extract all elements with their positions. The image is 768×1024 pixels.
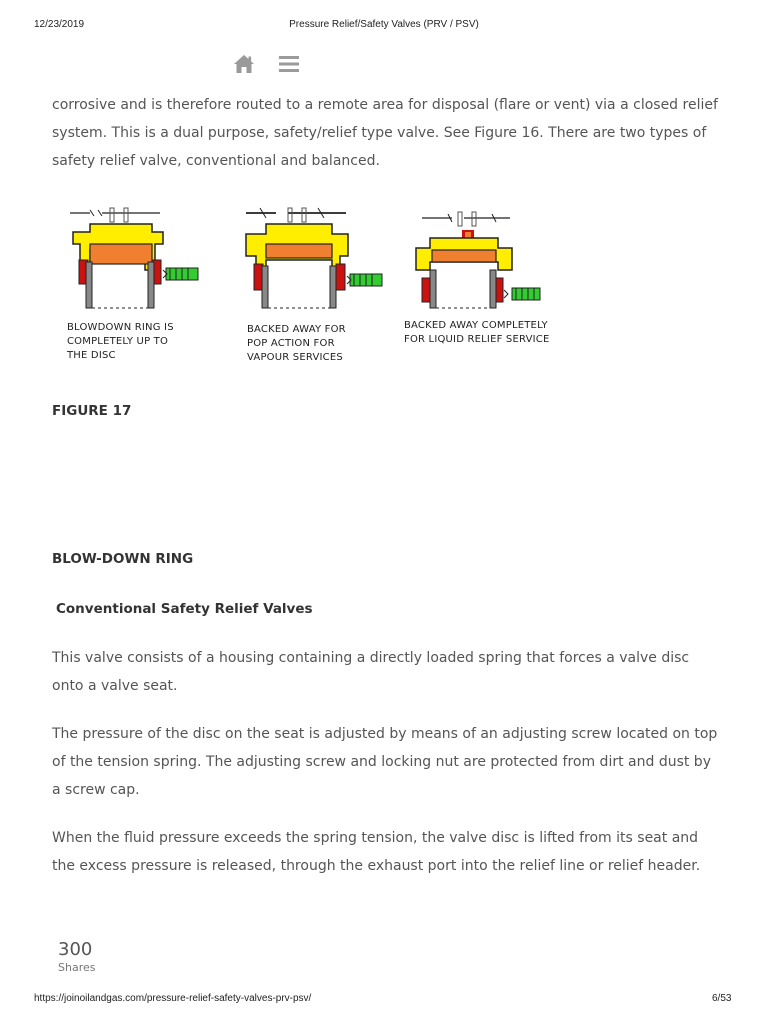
home-icon[interactable] [233, 54, 255, 74]
body-paragraph: This valve consists of a housing containing a directly loaded spring that forces a valve disc onto a valve seat. [52, 650, 690, 694]
print-date: 12/23/2019 [34, 19, 85, 30]
valve-diagram-pop-action [246, 208, 382, 308]
section-heading: BLOW-DOWN RING [52, 551, 194, 567]
valve-diagram-ring-up [70, 208, 198, 308]
share-counter[interactable] [58, 939, 118, 975]
figure-17-image [60, 204, 580, 314]
hamburger-menu-icon[interactable] [279, 55, 299, 73]
subheading: Conventional Safety Relief Valves [56, 601, 313, 617]
intro-paragraph: corrosive and is therefore routed to a remote area for disposal (flare or vent) via a closed relief system. This is a dual purpose, safety/relief type valve. See Figure 16. There are two types of safety relief valve, conventional and balanced. [52, 97, 718, 169]
share-label: Shares [58, 961, 96, 974]
print-title: Pressure Relief/Safety Valves (PRV / PSV) [289, 19, 479, 30]
diagram-caption: BACKED AWAY COMPLETELY FOR LIQUID RELIEF SERVICE [404, 320, 550, 345]
body-paragraph: When the fluid pressure exceeds the spring tension, the valve disc is lifted from its seat and the excess pressure is released, through the exhaust port into the relief line or relief header. [52, 830, 701, 874]
valve-diagram-liquid-relief [416, 212, 540, 308]
diagram-caption: BACKED AWAY FOR POP ACTION FOR VAPOUR SERVICES [247, 324, 346, 363]
share-count: 300 [58, 939, 93, 960]
diagram-caption: BLOWDOWN RING IS COMPLETELY UP TO THE DISC [67, 322, 174, 361]
print-page-number: 6/53 [712, 993, 732, 1004]
figure-label: FIGURE 17 [52, 403, 132, 419]
body-paragraph: The pressure of the disc on the seat is adjusted by means of an adjusting screw located on top of the tension spring. The adjusting screw and locking nut are protected from dirt and dust by a screw cap. [52, 726, 718, 798]
print-url: https://joinoilandgas.com/pressure-relief-safety-valves-prv-psv/ [34, 993, 312, 1004]
